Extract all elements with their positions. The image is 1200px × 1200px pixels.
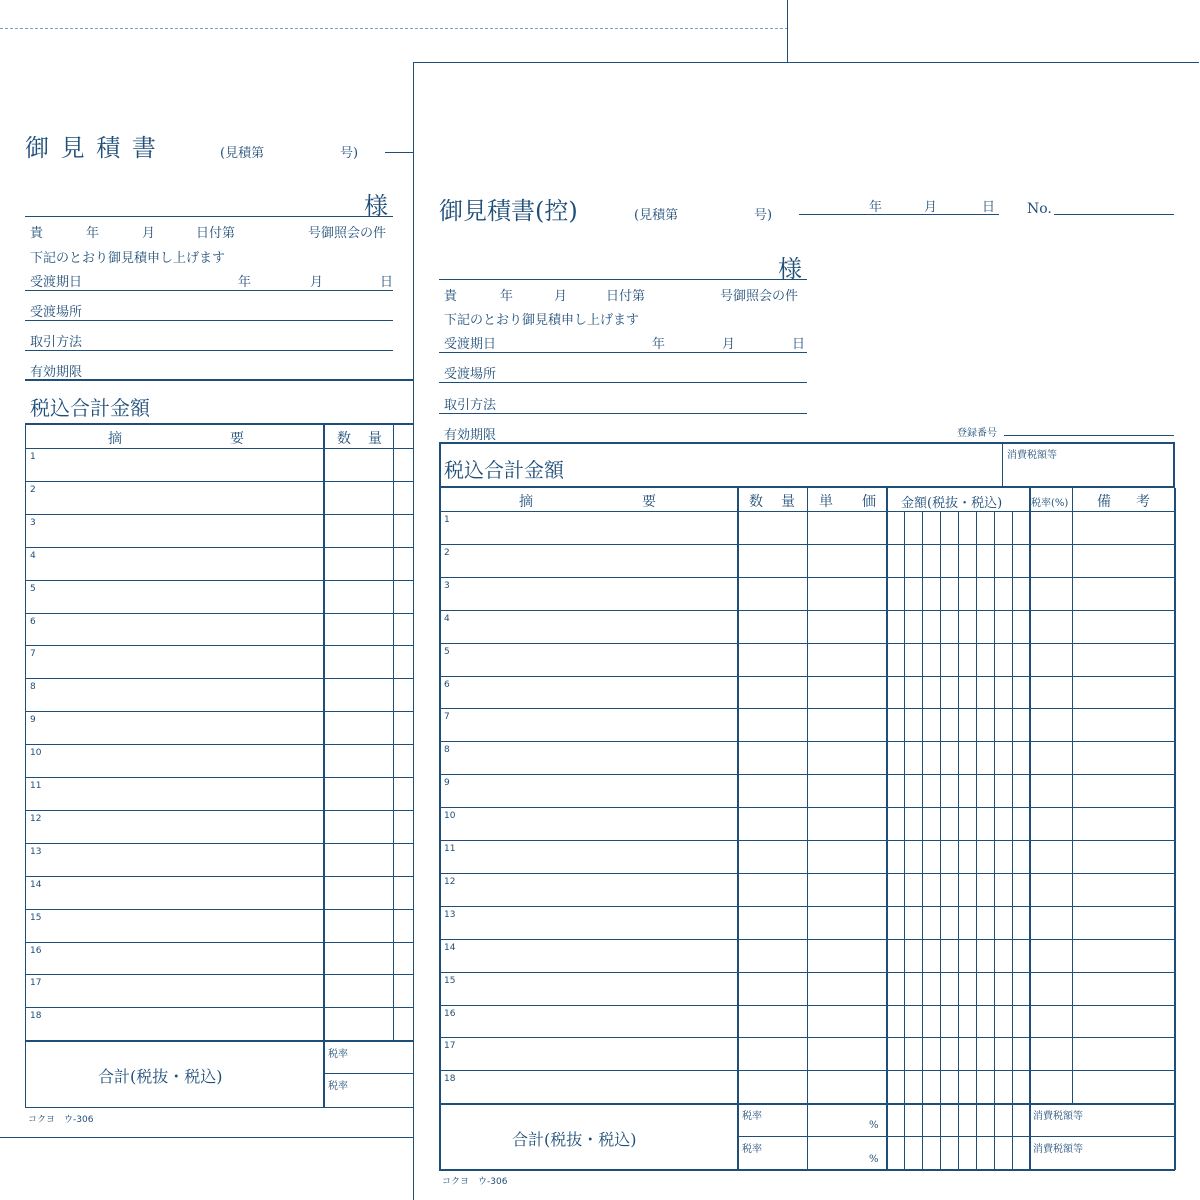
row-number: 1 — [30, 452, 36, 462]
row-number: 11 — [30, 781, 42, 791]
table-row-divider — [25, 645, 425, 646]
table-row-divider — [439, 544, 1175, 545]
table-row-divider — [439, 873, 1175, 874]
trade-method-label: 取引方法 — [30, 335, 83, 350]
sum-label: 合計(税抜・税込) — [512, 1130, 637, 1149]
table-row-divider — [25, 744, 425, 745]
table-row-divider — [439, 1037, 1175, 1038]
row-number: 1 — [444, 515, 450, 525]
table-row-divider — [439, 577, 1175, 578]
table-row-divider — [25, 909, 425, 910]
table-row-divider — [439, 643, 1175, 644]
sheet-title: 御 見 積 書 — [25, 134, 158, 162]
table-row-divider — [25, 942, 425, 943]
row-number: 8 — [444, 745, 450, 756]
table-row-divider — [439, 1005, 1175, 1006]
table-row-divider — [439, 774, 1175, 775]
estimate-sheet-original: 御 見 積 書 (見積第 号) 様 貴 年 月 日付第 号御照会の件 下記のとおり御見積申し上げます 受渡期日 年 月 日 受渡場所 取引方法 有効期限 税込合計金額 摘 要 数 量 1 2 3 4 5 6 7 8 9 10 11 12 13 14 15 16 17 18 合計(税抜・税込) 税率 税率 コクヨ ウ-306 — [0, 0, 788, 1138]
total-amount-label: 税込合計金額 — [444, 458, 564, 482]
estimate-number-prefix: (見積第 — [634, 208, 679, 223]
row-number: 5 — [444, 646, 450, 657]
row-number: 15 — [444, 975, 456, 986]
table-row-divider — [25, 547, 425, 548]
delivery-place-label: 受渡場所 — [30, 305, 83, 320]
footer-code: コクヨ ウ-306 — [28, 1115, 94, 1125]
row-number: 15 — [30, 912, 42, 923]
row-number: 3 — [444, 580, 450, 591]
sheet-title: 御見積書(控) — [439, 197, 578, 225]
total-amount-label: 税込合計金額 — [30, 396, 150, 420]
table-row-divider — [25, 974, 425, 975]
table-row-divider — [439, 807, 1175, 808]
row-number: 18 — [444, 1074, 456, 1085]
table-row-divider — [25, 481, 425, 482]
table-row-divider — [439, 741, 1175, 742]
validity-label: 有効期限 — [444, 428, 497, 443]
delivery-date-label: 受渡期日 — [444, 337, 497, 352]
trade-method-label: 取引方法 — [444, 398, 497, 413]
row-number: 16 — [444, 1008, 456, 1019]
estimate-sheet-copy: 御見積書(控) (見積第 号) 年 月 日 No. 様 貴 年 月 日付第 号御照会の件 下記のとおり御見積申し上げます 受渡期日 年 月 日 受渡場所 取引方法 有効期限 登録番号 税込合計金額 消費税額等 摘 要 数 量 単 価 金額(税抜・税込) 税率(%) 備 考 1 2 3 4 5 6 7 8 9 10 11 12 13 14 15 16 17 18 合計(税抜・税込) 税率 % 税率 % 消費税額等 消費税額等 コクヨ ウ-306 — [413, 62, 1199, 1200]
table-row-divider — [25, 580, 425, 581]
table-row-divider — [25, 711, 425, 712]
row-number: 2 — [30, 484, 36, 495]
row-number: 12 — [30, 813, 42, 824]
table-row-divider — [25, 876, 425, 877]
row-number: 6 — [444, 679, 450, 690]
validity-label: 有効期限 — [30, 365, 83, 380]
delivery-date-label: 受渡期日 — [30, 275, 83, 290]
delivery-place-label: 受渡場所 — [444, 367, 497, 382]
intro-text: 下記のとおり御見積申し上げます — [30, 251, 226, 266]
row-number: 14 — [444, 942, 456, 953]
row-number: 10 — [444, 811, 456, 822]
row-number: 5 — [30, 583, 36, 594]
recipient-sama: 様 — [364, 192, 388, 220]
recipient-sama: 様 — [778, 255, 802, 283]
table-row-divider — [439, 708, 1175, 709]
footer-code: コクヨ ウ-306 — [442, 1177, 508, 1187]
row-number: 8 — [30, 682, 36, 693]
no-label: No. — [1027, 201, 1052, 217]
table-row-divider — [25, 1007, 425, 1008]
recipient-line — [25, 216, 393, 217]
row-number: 4 — [30, 550, 36, 561]
estimate-number-suffix: 号) — [340, 146, 359, 161]
table-row-divider — [25, 613, 425, 614]
row-number: 13 — [30, 846, 42, 857]
recipient-line — [439, 279, 807, 280]
row-number: 7 — [444, 712, 450, 723]
table-row-divider — [25, 843, 425, 844]
table-row-divider — [439, 840, 1175, 841]
row-number: 7 — [30, 649, 36, 660]
table-row-divider — [439, 906, 1175, 907]
table-row-divider — [25, 810, 425, 811]
row-number: 10 — [30, 748, 42, 759]
table-row-divider — [439, 939, 1175, 940]
row-number: 4 — [444, 613, 450, 624]
row-number: 18 — [30, 1011, 42, 1022]
registration-number-label: 登録番号 — [957, 428, 997, 439]
row-number: 6 — [30, 616, 36, 627]
table-row-divider — [439, 610, 1175, 611]
row-number: 12 — [444, 876, 456, 887]
table-row-divider — [439, 972, 1175, 973]
table-row-divider — [25, 514, 425, 515]
consumption-tax-label: 消費税額等 — [1007, 450, 1057, 461]
row-number: 9 — [30, 715, 36, 726]
table-row-divider — [25, 777, 425, 778]
row-number: 17 — [444, 1041, 456, 1052]
table-row-divider — [25, 678, 425, 679]
table-row-divider — [439, 1070, 1175, 1071]
row-number: 14 — [30, 879, 42, 890]
row-number: 13 — [444, 909, 456, 920]
sum-label: 合計(税抜・税込) — [98, 1067, 223, 1086]
row-number: 16 — [30, 945, 42, 956]
row-number: 17 — [30, 978, 42, 989]
row-number: 3 — [30, 517, 36, 528]
estimate-number-suffix: 号) — [754, 208, 773, 223]
estimate-number-prefix: (見積第 — [220, 146, 265, 161]
table-row-divider — [439, 676, 1175, 677]
row-number: 2 — [444, 547, 450, 558]
intro-text: 下記のとおり御見積申し上げます — [444, 313, 640, 328]
row-number: 11 — [444, 844, 456, 854]
perforation-line — [0, 28, 788, 29]
date-line — [799, 214, 999, 215]
row-number: 9 — [444, 778, 450, 789]
